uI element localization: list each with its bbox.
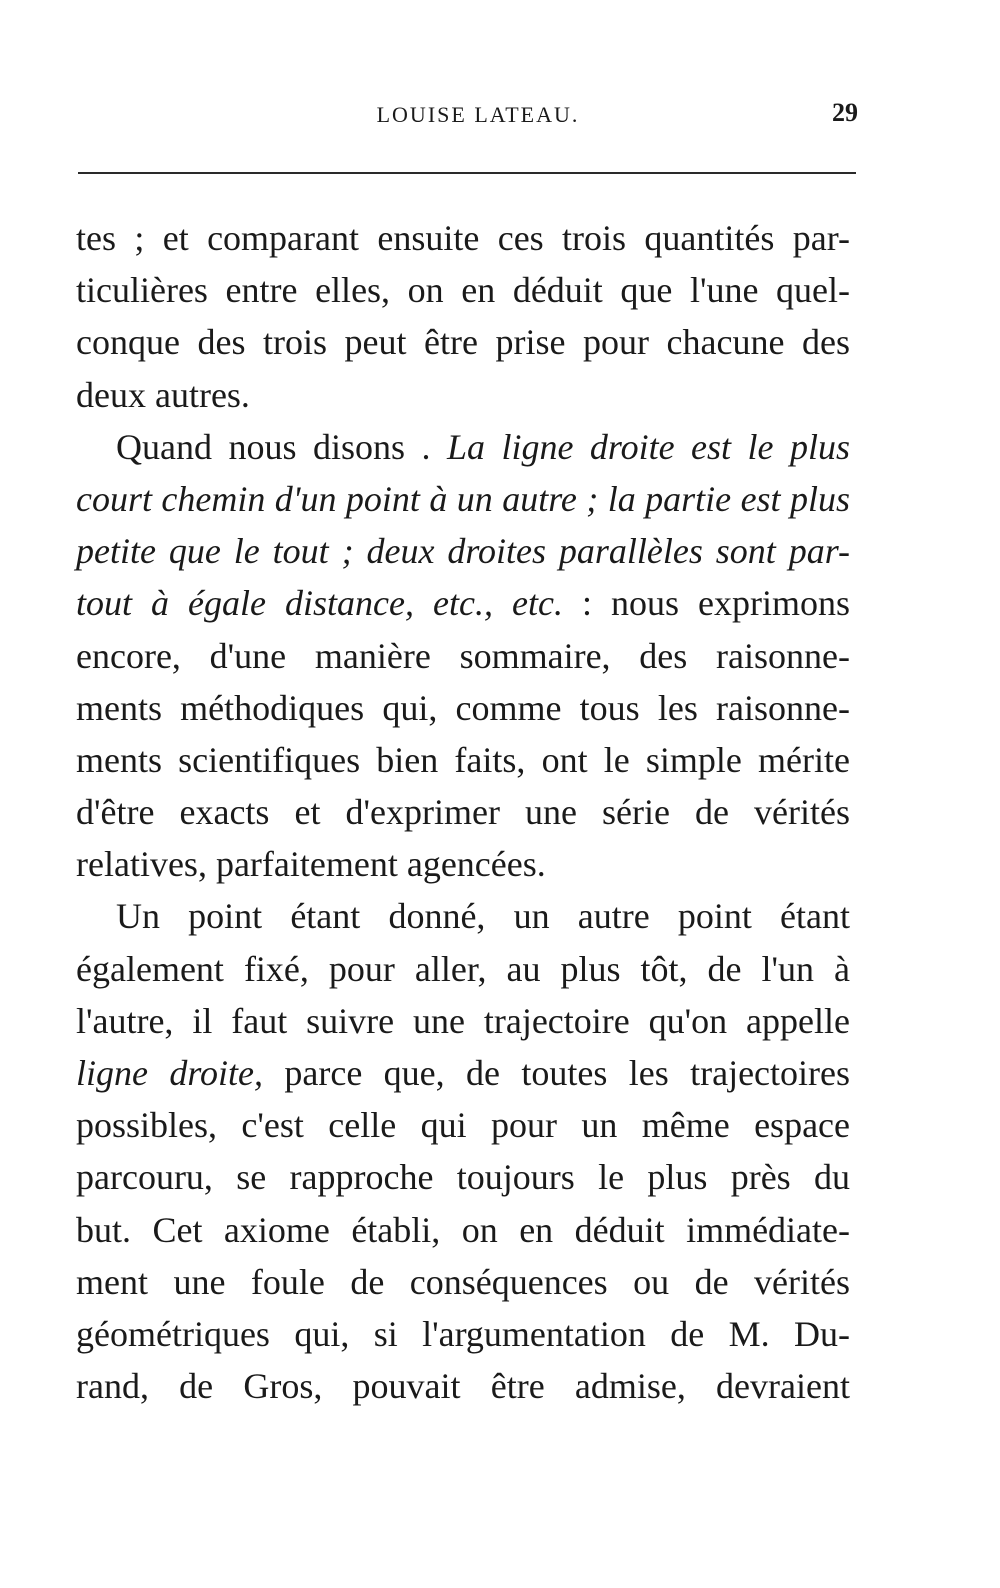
- italic-quote: court chemin d'un point à un autre ; la partie est plus: [76, 478, 850, 519]
- text-line: rand, de Gros, pouvait être admise, devraient: [76, 1366, 850, 1407]
- paragraph-1: [76, 212, 850, 421]
- italic-term: ligne droite,: [76, 1053, 264, 1093]
- header-rule: [78, 172, 856, 174]
- text-line: parcouru, se rapproche toujours le plus près du: [76, 1157, 850, 1198]
- text-line: géométriques qui, si l'argumentation de M. Du-: [76, 1313, 850, 1354]
- text-line: deux autres.: [76, 374, 250, 415]
- text-segment: : nous exprimons: [581, 583, 851, 624]
- text-line: [76, 1047, 850, 1099]
- text-line: ments scientifiques bien faits, ont le simple mérite: [76, 739, 850, 780]
- text-line: [76, 473, 850, 525]
- italic-quote: tout à égale distance, etc., etc.: [76, 583, 563, 624]
- italic-quote: petite que le tout ; deux droites parallèles sont par-: [76, 531, 850, 572]
- text-line: [76, 577, 850, 629]
- text-segment: parce que, de toutes les trajectoires: [284, 1053, 851, 1093]
- text-line: relatives, parfaitement agencées.: [76, 844, 546, 885]
- text-line: d'être exacts et d'exprimer une série de vérités: [76, 792, 850, 833]
- text-line: ments méthodiques qui, comme tous les raisonne-: [76, 687, 850, 728]
- text-line: tes ; et comparant ensuite ces trois quantités par-: [76, 218, 850, 258]
- text-line: ticulières entre elles, on en déduit que l'une quel-: [76, 270, 850, 311]
- text-line: conque des trois peut être prise pour chacune des: [76, 322, 850, 363]
- paragraph-2: [76, 421, 850, 891]
- text-segment: Quand nous disons .: [116, 426, 431, 467]
- italic-quote: La ligne droite est le plus: [446, 426, 850, 467]
- page-number: 29: [832, 98, 858, 127]
- text-line: but. Cet axiome établi, on en déduit immédiate-: [76, 1209, 850, 1250]
- text-line: Un point étant donné, un autre point étant: [116, 896, 850, 937]
- text-line: l'autre, il faut suivre une trajectoire qu'on appelle: [76, 1000, 850, 1041]
- paragraph-3: [76, 890, 850, 1412]
- running-title: LOUISE LATEAU.: [376, 102, 580, 127]
- running-head: [0, 98, 1000, 138]
- text-line: ment une foule de conséquences ou de vérités: [76, 1261, 850, 1302]
- text-line: [76, 421, 850, 473]
- text-line: [76, 525, 850, 577]
- text-line: également fixé, pour aller, au plus tôt, de l'un à: [76, 948, 850, 989]
- text-line: possibles, c'est celle qui pour un même espace: [76, 1105, 850, 1146]
- text-line: encore, d'une manière sommaire, des raisonne-: [76, 635, 850, 676]
- body-text: [76, 212, 850, 1412]
